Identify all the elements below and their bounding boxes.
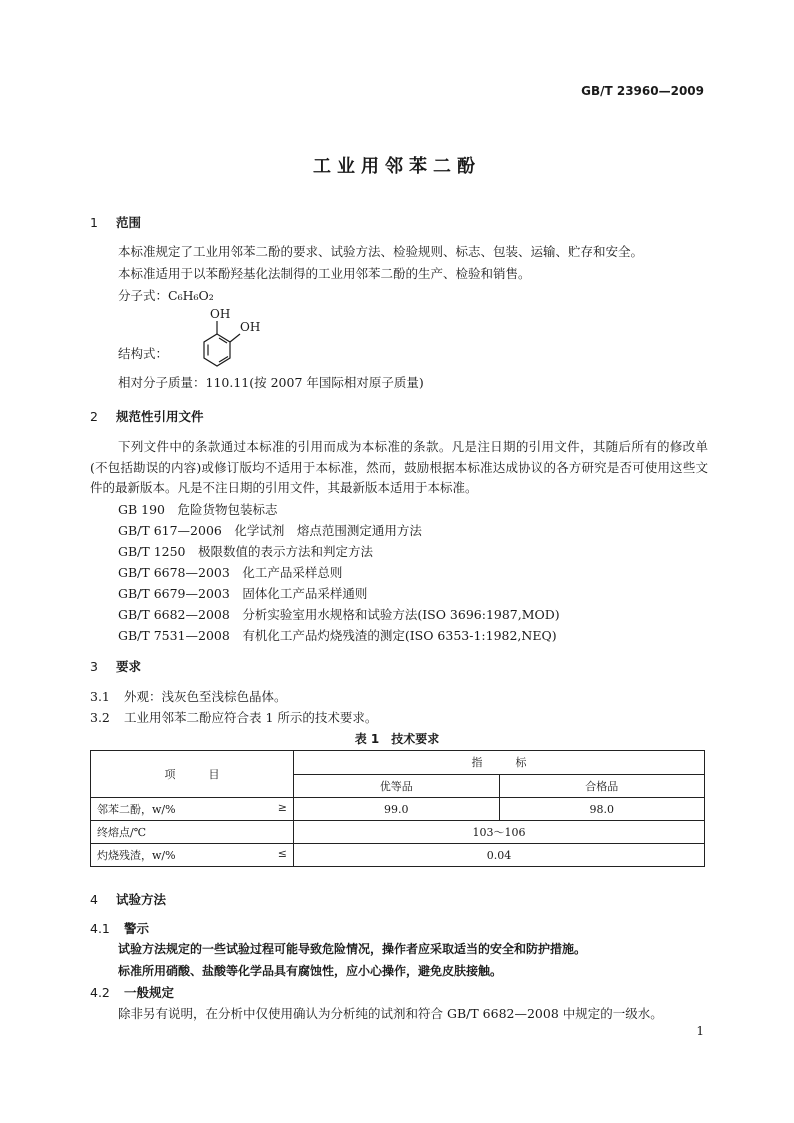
relative-molecular-mass: 相对分子质量：110.11(按 2007 年国际相对原子质量) [118, 375, 424, 390]
document-title: 工业用邻苯二酚 [313, 156, 481, 177]
molecular-formula: 分子式：C₆H₆O₂ [118, 288, 214, 303]
row-value: 103～106 [294, 821, 705, 844]
reference-item: GB/T 7531—2008 有机化工产品灼烧残渣的测定(ISO 6353-1:1982,NEQ) [118, 628, 557, 643]
row-item: ≥ 邻苯二酚，w/% [91, 798, 294, 821]
table-row [91, 844, 705, 867]
oh-label-1: OH [210, 307, 231, 321]
grade-premium: 优等品 [294, 774, 500, 798]
reference-item: GB/T 6679—2003 固体化工产品采样通则 [118, 586, 368, 601]
grade-qualified: 合格品 [499, 774, 705, 798]
row-item: 终熔点/℃ [91, 821, 294, 844]
standard-number: GB/T 23960—2009 [581, 84, 704, 98]
catechol-structure [190, 306, 280, 376]
clause-4-2-heading: 4.2 一般规定 [90, 985, 175, 1000]
section-1-heading: 1 范围 [90, 215, 142, 230]
reference-item: GB/T 6682—2008 分析实验室用水规格和试验方法(ISO 3696:1987,MOD) [118, 607, 560, 622]
row-value: 98.0 [499, 798, 705, 821]
row-value: 0.04 [294, 844, 705, 867]
section-4-heading: 4 试验方法 [90, 892, 167, 907]
structure-label: 结构式： [118, 346, 169, 361]
table-caption: 表 1 技术要求 [354, 732, 440, 746]
reference-item: GB/T 1250 极限数值的表示方法和判定方法 [118, 544, 374, 559]
warning-text-2: 标准所用硝酸、盐酸等化学品具有腐蚀性，应小心操作，避免皮肤接触。 [118, 964, 503, 978]
normative-references-intro: 下列文件中的条款通过本标准的引用而成为本标准的条款。凡是注日期的引用文件，其随后所有的修改单(不包括勘误的内容)或修订版均不适用于本标准，然而，鼓励根据本标准达成协议的各方研究是否可使用这些文件的最新版本。凡是不注日期的引用文件，其最新版本适用于本标准。 [90, 439, 708, 495]
oh-label-2: OH [240, 320, 261, 334]
clause-4-1-heading: 4.1 警示 [90, 921, 150, 936]
reference-item: GB/T 6678—2003 化工产品采样总则 [118, 565, 343, 580]
page-number: 1 [696, 1024, 704, 1038]
table-header-row [91, 751, 705, 775]
general-provisions-text: 除非另有说明，在分析中仅使用确认为分析纯的试剂和符合 GB/T 6682—2008 中规定的一级水。 [118, 1006, 663, 1021]
row-item: ≤ 灼烧残渣，w/% [91, 844, 294, 867]
index-header: 指 标 [294, 751, 705, 775]
row-value: 99.0 [294, 798, 500, 821]
scope-paragraph-1: 本标准规定了工业用邻苯二酚的要求、试验方法、检验规则、标志、包装、运输、贮存和安全。 [118, 244, 644, 259]
warning-text-1: 试验方法规定的一些试验过程可能导致危险情况，操作者应采取适当的安全和防护措施。 [118, 942, 587, 956]
technical-requirements-table [90, 750, 705, 867]
reference-item: GB/T 617—2006 化学试剂 熔点范围测定通用方法 [118, 523, 422, 538]
section-2-heading: 2 规范性引用文件 [90, 409, 204, 424]
reference-item: GB 190 危险货物包装标志 [118, 502, 278, 517]
scope-paragraph-2: 本标准适用于以苯酚羟基化法制得的工业用邻苯二酚的生产、检验和销售。 [118, 266, 531, 281]
table-row [91, 798, 705, 821]
table-row [91, 821, 705, 844]
clause-3-1: 3.1 外观：浅灰色至浅棕色晶体。 [90, 689, 287, 704]
section-3-heading: 3 要求 [90, 659, 142, 674]
hydroxyl-bond-2 [230, 334, 240, 342]
clause-3-2: 3.2 工业用邻苯二酚应符合表 1 所示的技术要求。 [90, 710, 378, 725]
item-header: 项 目 [91, 751, 294, 798]
